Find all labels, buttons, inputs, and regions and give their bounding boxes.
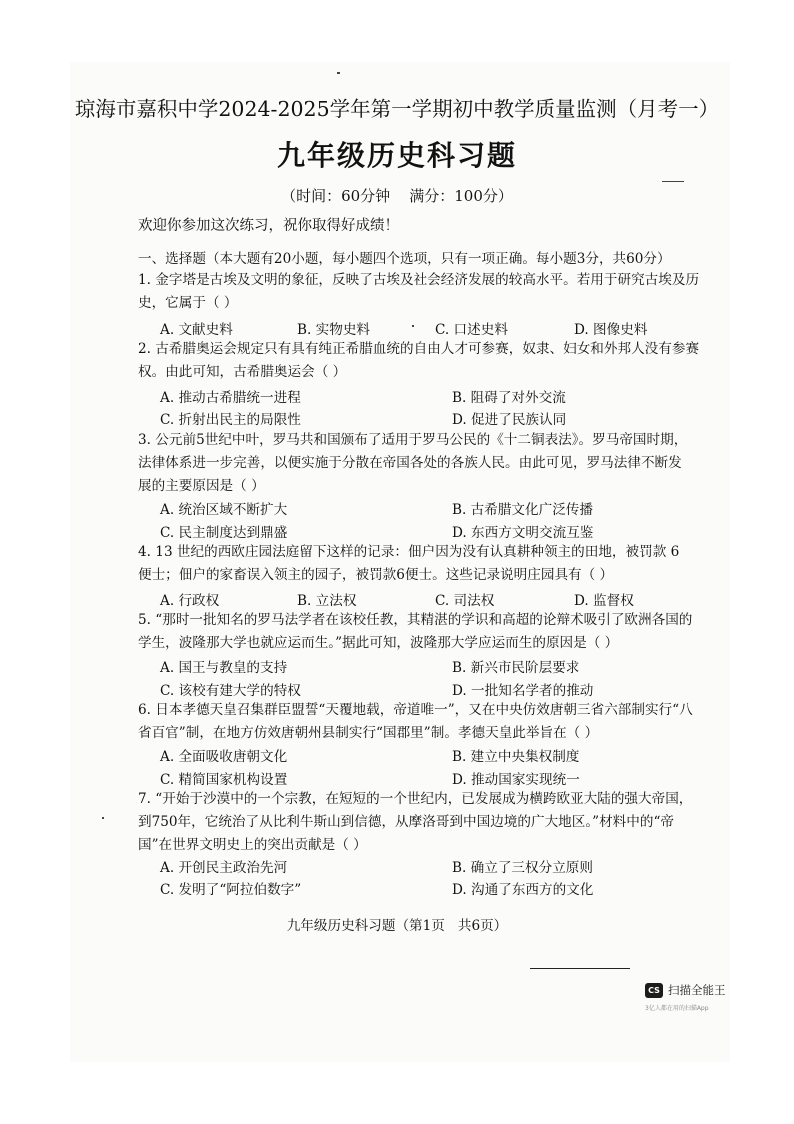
question-1-line-1: 1. 金字塔是古埃及文明的象征，反映了古埃及社会经济发展的较高水平。若用于研究古埃及历	[138, 272, 700, 288]
question-7-line-1: 7. “开始于沙漠中的一个宗教，在短短的一个世纪内，已发展成为横跨欧亚大陆的强大帝国，	[138, 791, 693, 807]
question-4-option-a: A. 行政权	[160, 593, 220, 609]
question-2-option-d: D. 促进了民族认同	[452, 412, 567, 428]
question-5-option-a: A. 国王与教皇的支持	[160, 660, 288, 676]
question-7-line-2: 到750年，它统治了从比利牛斯山到信德，从摩洛哥到中国边境的广大地区。”材料中的“帝	[138, 814, 675, 830]
scan-speck	[102, 817, 104, 819]
question-5-option-d: D. 一批知名学者的推动	[452, 683, 594, 699]
question-4-option-c: C. 司法权	[435, 593, 495, 609]
question-5-line-2: 学生，波隆那大学也就应运而生。”据此可知，波隆那大学应运而生的原因是（ ）	[138, 635, 619, 651]
question-7-option-c: C. 发明了“阿拉伯数字”	[160, 882, 302, 898]
scan-speck	[337, 72, 340, 74]
question-5-line-1: 5. “那时一批知名的罗马法学者在该校任教，其精湛的学识和高超的论辩术吸引了欧洲各国的	[138, 612, 693, 628]
question-1-option-c: C. 口述史料	[435, 322, 508, 338]
question-3-line-1: 3. 公元前5世纪中叶，罗马共和国颁布了适用于罗马公民的《十二铜表法》。罗马帝国时期，	[138, 432, 688, 448]
scan-speck	[412, 325, 414, 327]
question-7-option-d: D. 沟通了东西方的文化	[452, 882, 594, 898]
question-3-line-2: 法律体系进一步完善，以便实施于分散在帝国各处的各族人民。由此可见，罗马法律不断发	[138, 455, 682, 471]
camscanner-app-name: 扫描全能王	[668, 983, 726, 997]
question-1-option-d: D. 图像史料	[574, 322, 648, 338]
question-6-option-c: C. 精简国家机构设置	[160, 772, 288, 788]
question-4-option-d: D. 监督权	[574, 593, 634, 609]
question-3-option-a: A. 统治区域不断扩大	[160, 502, 288, 518]
question-4-option-b: B. 立法权	[297, 593, 357, 609]
section-title: 一、选择题（本大题有20小题，每小题四个选项，只有一项正确。每小题3分，共60分）	[138, 251, 671, 267]
question-6-option-d: D. 推动国家实现统一	[452, 772, 580, 788]
question-6-line-1: 6. 日本孝德天皇召集群臣盟誓“天覆地载，帝道唯一”，又在中央仿效唐朝三省六部制实行“八	[138, 702, 693, 718]
question-3-option-d: D. 东西方文明交流互鉴	[452, 525, 594, 541]
question-6-line-2: 省百官”制，在地方仿效唐朝州县制实行“国郡里”制。孝德天皇此举旨在（ ）	[138, 725, 599, 741]
page-footer: 九年级历史科习题（第1页 共6页）	[286, 918, 508, 934]
question-2-line-2: 权。由此可知，古希腊奥运会（ ）	[138, 364, 347, 380]
question-5-option-c: C. 该校有建大学的特权	[160, 683, 301, 699]
question-1-option-b: B. 实物史料	[297, 322, 371, 338]
scan-pen-mark	[662, 181, 684, 182]
question-7-option-a: A. 开创民主政治先河	[160, 860, 288, 876]
question-4-line-2: 便士；佃户的家畜误入领主的园子，被罚款6便士。这些记录说明庄园具有（ ）	[138, 567, 614, 583]
camscanner-logo-icon: CS	[645, 983, 663, 998]
question-3-option-c: C. 民主制度达到鼎盛	[160, 525, 288, 541]
question-2-option-c: C. 折射出民主的局限性	[160, 412, 301, 428]
school-title: 琼海市嘉积中学2024-2025学年第一学期初中教学质量监测（月考一）	[74, 97, 720, 121]
question-2-line-1: 2. 古希腊奥运会规定只有具有纯正希腊血统的自由人才可参赛，奴隶、妇女和外邦人没有参赛	[138, 341, 700, 357]
question-6-option-b: B. 建立中央集权制度	[452, 749, 580, 765]
question-3-option-b: B. 古希腊文化广泛传播	[452, 502, 593, 518]
question-4-line-1: 4. 13 世纪的西欧庄园法庭留下这样的记录：佃户因为没有认真耕种领主的田地，被罚款 6	[138, 544, 680, 560]
question-6-option-a: A. 全面吸收唐朝文化	[160, 749, 288, 765]
greeting: 欢迎你参加这次练习，祝你取得好成绩！	[138, 218, 399, 234]
exam-info: （时间：60分钟 满分：100分）	[281, 187, 513, 205]
question-7-option-b: B. 确立了三权分立原则	[452, 860, 593, 876]
question-2-option-a: A. 推动古希腊统一进程	[160, 390, 301, 406]
subject-title: 九年级历史科习题	[276, 139, 517, 172]
footer-divider	[530, 968, 630, 969]
question-2-option-b: B. 阻碍了对外交流	[452, 390, 566, 406]
question-1-option-a: A. 文献史料	[160, 322, 233, 338]
question-5-option-b: B. 新兴市民阶层要求	[452, 660, 580, 676]
question-1-line-2: 史，它属于（ ）	[138, 295, 238, 311]
question-3-line-3: 展的主要原因是（ ）	[138, 478, 265, 494]
question-7-line-3: 国”在世界文明史上的突出贡献是（ ）	[138, 837, 367, 853]
camscanner-tagline: 3亿人都在用的扫描App	[645, 1005, 709, 1012]
